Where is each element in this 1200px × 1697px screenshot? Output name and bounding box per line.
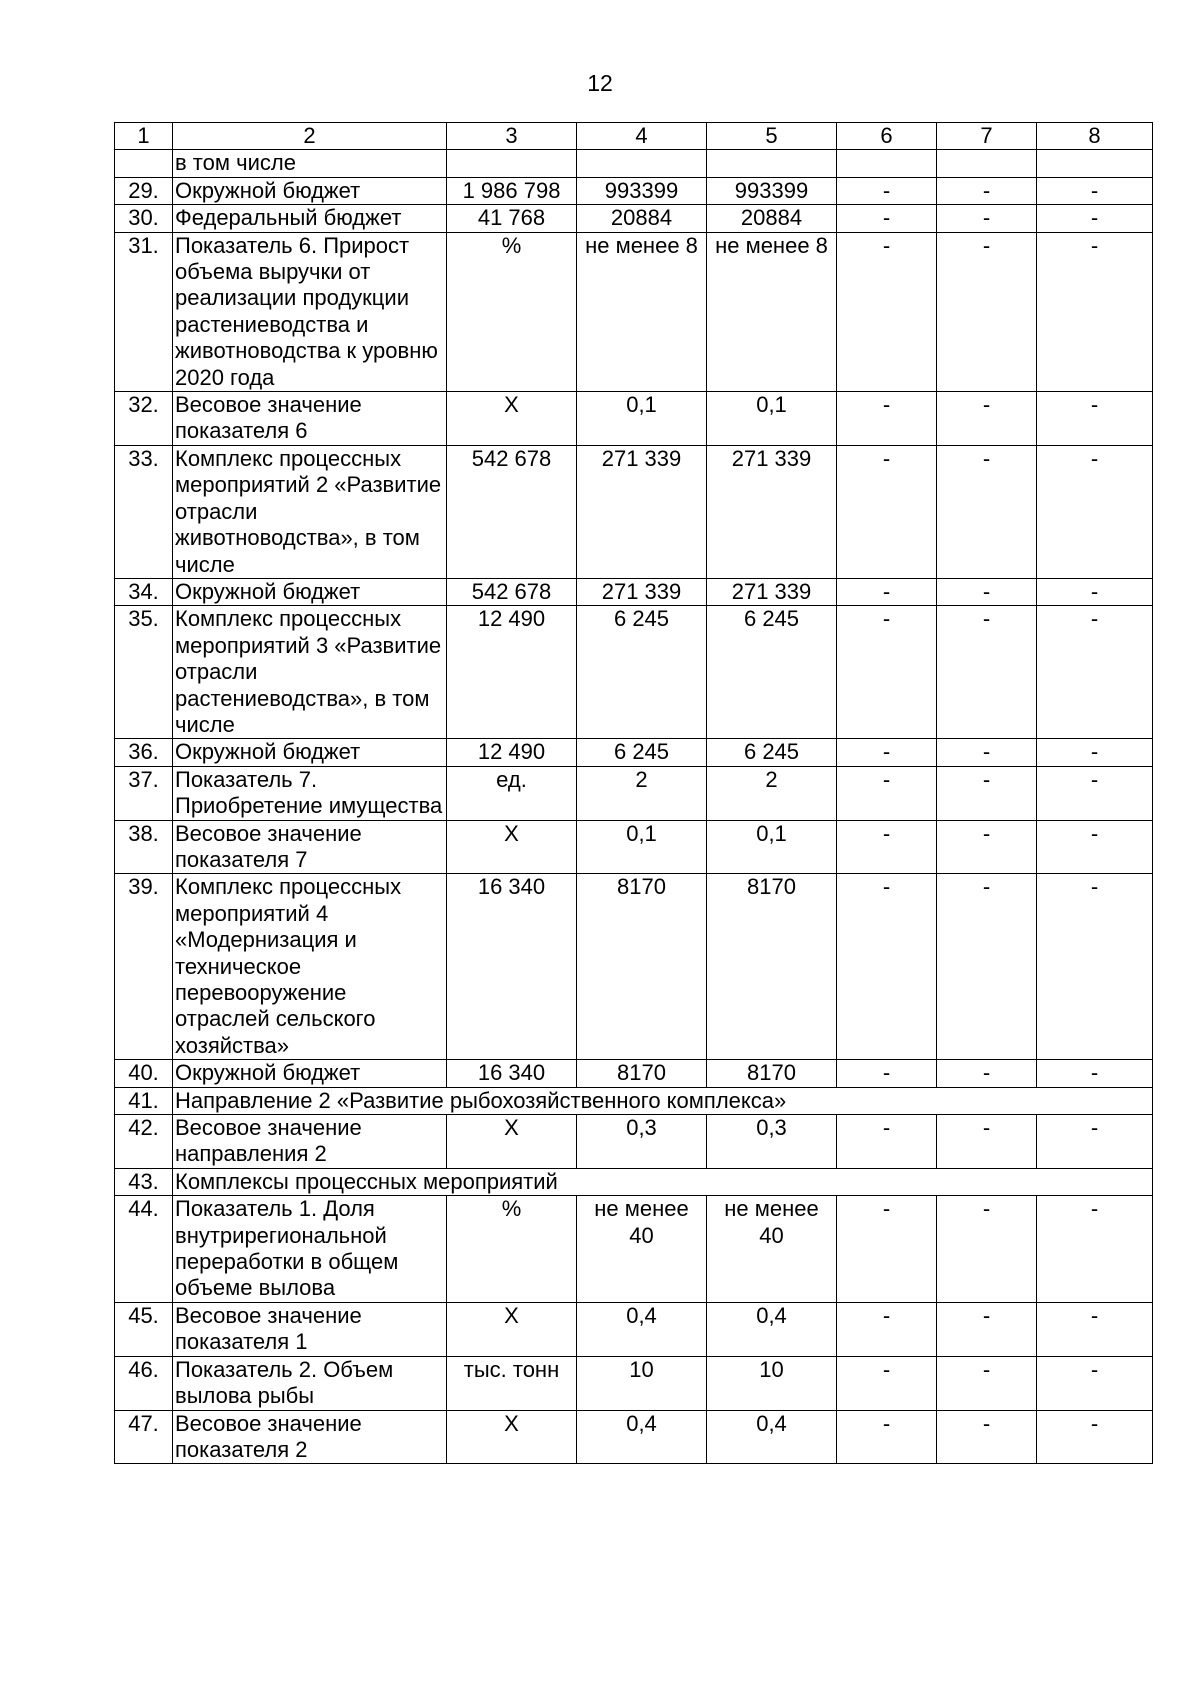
column-header: 5 bbox=[707, 123, 837, 150]
column-3-value: 16 340 bbox=[447, 874, 577, 1060]
column-header: 6 bbox=[837, 123, 937, 150]
column-4-value: 6 245 bbox=[577, 739, 707, 766]
row-label: Весовое значение показателя 7 bbox=[173, 820, 447, 874]
table-row bbox=[115, 150, 1153, 177]
column-5-value: 20884 bbox=[707, 205, 837, 232]
table-row bbox=[115, 578, 1153, 605]
column-4-value: 0,3 bbox=[577, 1115, 707, 1169]
column-6-value: - bbox=[837, 820, 937, 874]
column-5-value: 8170 bbox=[707, 1060, 837, 1087]
column-6-value: - bbox=[837, 739, 937, 766]
column-7-value: - bbox=[937, 392, 1037, 446]
column-8-value: - bbox=[1037, 232, 1153, 391]
column-8-value: - bbox=[1037, 606, 1153, 739]
row-label: Весовое значение показателя 2 bbox=[173, 1410, 447, 1464]
column-3-value: 16 340 bbox=[447, 1060, 577, 1087]
column-3-value: Х bbox=[447, 1410, 577, 1464]
column-3-value: 542 678 bbox=[447, 578, 577, 605]
column-8-value: - bbox=[1037, 1410, 1153, 1464]
row-label: Комплекс процессных мероприятий 2 «Развитие отрасли животноводства», в том числе bbox=[173, 445, 447, 578]
row-label: Показатель 6. Прирост объема выручки от реализации продукции растениеводства и животноводства к уровню 2020 года bbox=[173, 232, 447, 391]
row-label: Показатель 2. Объем вылова рыбы bbox=[173, 1356, 447, 1410]
row-number: 46. bbox=[115, 1356, 173, 1410]
row-number: 37. bbox=[115, 766, 173, 820]
row-label: Показатель 1. Доля внутрирегиональной переработки в общем объеме вылова bbox=[173, 1196, 447, 1303]
row-label: Окружной бюджет bbox=[173, 1060, 447, 1087]
table-row bbox=[115, 1302, 1153, 1356]
column-3-value: 1 986 798 bbox=[447, 177, 577, 204]
column-header: 2 bbox=[173, 123, 447, 150]
row-number: 33. bbox=[115, 445, 173, 578]
column-header: 8 bbox=[1037, 123, 1153, 150]
column-6-value: - bbox=[837, 1060, 937, 1087]
table-row bbox=[115, 1410, 1153, 1464]
column-3-value: % bbox=[447, 1196, 577, 1303]
row-number: 41. bbox=[115, 1087, 173, 1114]
column-6-value: - bbox=[837, 1115, 937, 1169]
column-6-value: - bbox=[837, 766, 937, 820]
column-7-value: - bbox=[937, 1410, 1037, 1464]
column-5-value: не менее 40 bbox=[707, 1196, 837, 1303]
table-row bbox=[115, 874, 1153, 1060]
row-number: 42. bbox=[115, 1115, 173, 1169]
column-8-value bbox=[1037, 150, 1153, 177]
row-number: 36. bbox=[115, 739, 173, 766]
section-heading: Направление 2 «Развитие рыбохозяйственного комплекса» bbox=[173, 1087, 1153, 1114]
column-4-value: 20884 bbox=[577, 205, 707, 232]
column-3-value: Х bbox=[447, 392, 577, 446]
column-8-value: - bbox=[1037, 820, 1153, 874]
column-8-value: - bbox=[1037, 392, 1153, 446]
column-4-value bbox=[577, 150, 707, 177]
column-6-value bbox=[837, 150, 937, 177]
column-5-value bbox=[707, 150, 837, 177]
column-8-value: - bbox=[1037, 766, 1153, 820]
row-number: 38. bbox=[115, 820, 173, 874]
row-label: Комплекс процессных мероприятий 3 «Развитие отрасли растениеводства», в том числе bbox=[173, 606, 447, 739]
table-row bbox=[115, 392, 1153, 446]
column-6-value: - bbox=[837, 1356, 937, 1410]
row-number: 45. bbox=[115, 1302, 173, 1356]
column-header: 4 bbox=[577, 123, 707, 150]
column-6-value: - bbox=[837, 205, 937, 232]
column-3-value: тыс. тонн bbox=[447, 1356, 577, 1410]
column-7-value: - bbox=[937, 445, 1037, 578]
column-7-value: - bbox=[937, 1356, 1037, 1410]
column-7-value: - bbox=[937, 177, 1037, 204]
column-7-value: - bbox=[937, 1302, 1037, 1356]
row-label: Показатель 7. Приобретение имущества bbox=[173, 766, 447, 820]
column-8-value: - bbox=[1037, 1115, 1153, 1169]
column-4-value: 2 bbox=[577, 766, 707, 820]
table-row bbox=[115, 177, 1153, 204]
row-number: 44. bbox=[115, 1196, 173, 1303]
table-body bbox=[115, 150, 1153, 1464]
column-6-value: - bbox=[837, 1410, 937, 1464]
row-number: 47. bbox=[115, 1410, 173, 1464]
column-7-value: - bbox=[937, 1115, 1037, 1169]
column-5-value: 8170 bbox=[707, 874, 837, 1060]
column-5-value: 271 339 bbox=[707, 445, 837, 578]
column-5-value: 10 bbox=[707, 1356, 837, 1410]
row-label: в том числе bbox=[173, 150, 447, 177]
column-6-value: - bbox=[837, 578, 937, 605]
column-4-value: 6 245 bbox=[577, 606, 707, 739]
column-6-value: - bbox=[837, 606, 937, 739]
table-row bbox=[115, 445, 1153, 578]
row-label: Окружной бюджет bbox=[173, 578, 447, 605]
column-7-value: - bbox=[937, 578, 1037, 605]
column-8-value: - bbox=[1037, 177, 1153, 204]
column-6-value: - bbox=[837, 392, 937, 446]
column-5-value: 6 245 bbox=[707, 606, 837, 739]
row-number: 32. bbox=[115, 392, 173, 446]
column-3-value: Х bbox=[447, 1302, 577, 1356]
row-number: 35. bbox=[115, 606, 173, 739]
column-5-value: 0,4 bbox=[707, 1302, 837, 1356]
column-8-value: - bbox=[1037, 739, 1153, 766]
column-5-value: 0,1 bbox=[707, 820, 837, 874]
column-3-value: 41 768 bbox=[447, 205, 577, 232]
column-7-value: - bbox=[937, 606, 1037, 739]
column-header: 7 bbox=[937, 123, 1037, 150]
column-6-value: - bbox=[837, 1302, 937, 1356]
column-4-value: 10 bbox=[577, 1356, 707, 1410]
column-4-value: 0,4 bbox=[577, 1410, 707, 1464]
table-row bbox=[115, 1060, 1153, 1087]
table-row bbox=[115, 739, 1153, 766]
row-number: 43. bbox=[115, 1168, 173, 1195]
column-5-value: 993399 bbox=[707, 177, 837, 204]
table-header bbox=[115, 123, 1153, 150]
column-8-value: - bbox=[1037, 874, 1153, 1060]
column-3-value: Х bbox=[447, 1115, 577, 1169]
row-label: Весовое значение показателя 6 bbox=[173, 392, 447, 446]
column-4-value: 993399 bbox=[577, 177, 707, 204]
column-4-value: 0,1 bbox=[577, 392, 707, 446]
column-4-value: 0,1 bbox=[577, 820, 707, 874]
table-row bbox=[115, 1115, 1153, 1169]
column-8-value: - bbox=[1037, 445, 1153, 578]
table-row bbox=[115, 1168, 1153, 1195]
column-4-value: 271 339 bbox=[577, 578, 707, 605]
column-5-value: 0,4 bbox=[707, 1410, 837, 1464]
table-row bbox=[115, 1087, 1153, 1114]
column-3-value bbox=[447, 150, 577, 177]
table-row bbox=[115, 1196, 1153, 1303]
column-7-value: - bbox=[937, 874, 1037, 1060]
column-8-value: - bbox=[1037, 1060, 1153, 1087]
column-header: 1 bbox=[115, 123, 173, 150]
column-7-value: - bbox=[937, 739, 1037, 766]
column-8-value: - bbox=[1037, 1356, 1153, 1410]
page-number: 12 bbox=[587, 70, 613, 96]
column-5-value: не менее 8 bbox=[707, 232, 837, 391]
column-4-value: 0,4 bbox=[577, 1302, 707, 1356]
row-label: Окружной бюджет bbox=[173, 177, 447, 204]
table-row bbox=[115, 606, 1153, 739]
column-3-value: % bbox=[447, 232, 577, 391]
column-6-value: - bbox=[837, 874, 937, 1060]
column-3-value: 12 490 bbox=[447, 739, 577, 766]
column-7-value: - bbox=[937, 232, 1037, 391]
table-row bbox=[115, 1356, 1153, 1410]
row-label: Комплекс процессных мероприятий 4 «Модернизация и техническое перевооружение отраслей сельского хозяйства» bbox=[173, 874, 447, 1060]
row-number: 40. bbox=[115, 1060, 173, 1087]
column-3-value: Х bbox=[447, 820, 577, 874]
row-label: Окружной бюджет bbox=[173, 739, 447, 766]
column-4-value: не менее 8 bbox=[577, 232, 707, 391]
row-number: 39. bbox=[115, 874, 173, 1060]
column-3-value: ед. bbox=[447, 766, 577, 820]
column-7-value: - bbox=[937, 1060, 1037, 1087]
row-number: 34. bbox=[115, 578, 173, 605]
column-7-value: - bbox=[937, 820, 1037, 874]
column-8-value: - bbox=[1037, 205, 1153, 232]
column-7-value: - bbox=[937, 1196, 1037, 1303]
column-5-value: 271 339 bbox=[707, 578, 837, 605]
column-3-value: 12 490 bbox=[447, 606, 577, 739]
row-label: Весовое значение направления 2 bbox=[173, 1115, 447, 1169]
table-row bbox=[115, 232, 1153, 391]
column-5-value: 0,1 bbox=[707, 392, 837, 446]
column-header: 3 bbox=[447, 123, 577, 150]
column-4-value: 271 339 bbox=[577, 445, 707, 578]
data-table bbox=[114, 122, 1153, 1464]
column-4-value: 8170 bbox=[577, 874, 707, 1060]
table-row bbox=[115, 766, 1153, 820]
column-5-value: 6 245 bbox=[707, 739, 837, 766]
row-number bbox=[115, 150, 173, 177]
column-7-value: - bbox=[937, 205, 1037, 232]
row-label: Федеральный бюджет bbox=[173, 205, 447, 232]
section-heading: Комплексы процессных мероприятий bbox=[173, 1168, 1153, 1195]
column-6-value: - bbox=[837, 232, 937, 391]
table-row bbox=[115, 205, 1153, 232]
column-6-value: - bbox=[837, 1196, 937, 1303]
column-7-value: - bbox=[937, 766, 1037, 820]
column-5-value: 0,3 bbox=[707, 1115, 837, 1169]
column-6-value: - bbox=[837, 177, 937, 204]
table-row bbox=[115, 820, 1153, 874]
column-6-value: - bbox=[837, 445, 937, 578]
row-number: 30. bbox=[115, 205, 173, 232]
column-5-value: 2 bbox=[707, 766, 837, 820]
column-8-value: - bbox=[1037, 1302, 1153, 1356]
row-number: 31. bbox=[115, 232, 173, 391]
column-8-value: - bbox=[1037, 1196, 1153, 1303]
row-label: Весовое значение показателя 1 bbox=[173, 1302, 447, 1356]
column-8-value: - bbox=[1037, 578, 1153, 605]
row-number: 29. bbox=[115, 177, 173, 204]
header-row bbox=[115, 123, 1153, 150]
column-3-value: 542 678 bbox=[447, 445, 577, 578]
column-4-value: 8170 bbox=[577, 1060, 707, 1087]
column-4-value: не менее 40 bbox=[577, 1196, 707, 1303]
column-7-value bbox=[937, 150, 1037, 177]
